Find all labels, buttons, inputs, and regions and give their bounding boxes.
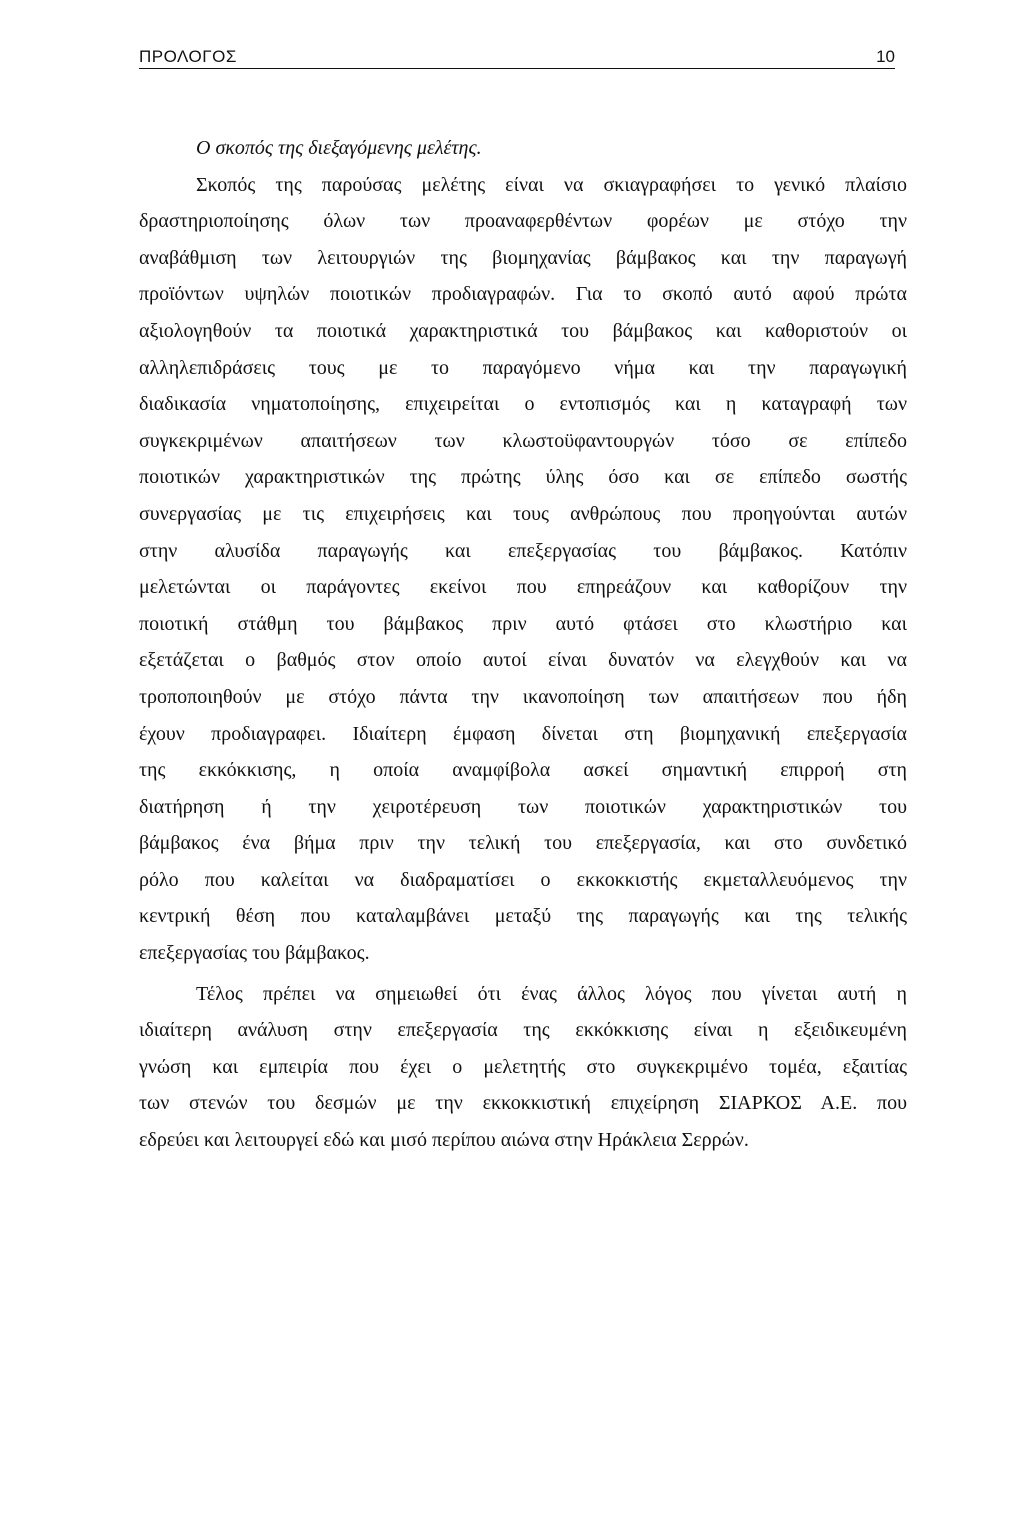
text-line: συγκεκριμένων απαιτήσεων των κλωστοϋφαντουργών τόσο σε επίπεδο (139, 429, 907, 452)
text-line: μελετώνται οι παράγοντες εκείνοι που επηρεάζουν και καθορίζουν την (139, 576, 907, 599)
text-line: εξετάζεται ο βαθμός στον οποίο αυτοί είναι δυνατόν να ελεγχθούν και να (139, 649, 907, 672)
text-line: διαδικασία νηματοποίησης, επιχειρείται ο εντοπισμός και η καταγραφή των (139, 393, 907, 416)
text-line: επεξεργασίας του βάμβακος. (139, 942, 370, 965)
text-line: κεντρική θέση που καταλαμβάνει μεταξύ της παραγωγής και της τελικής (139, 905, 907, 928)
text-line: δραστηριοποίησης όλων των προαναφερθέντων φορέων με στόχο την (139, 210, 907, 233)
text-line: Σκοπός της παρούσας μελέτης είναι να σκιαγραφήσει το γενικό πλαίσιο (196, 173, 907, 196)
running-header (139, 46, 895, 69)
text-line: της εκκόκκισης, η οποία αναμφίβολα ασκεί σημαντική επιρροή στη (139, 759, 907, 782)
text-line: ποιοτική στάθμη του βάμβακος πριν αυτό φτάσει στο κλωστήριο και (139, 612, 907, 635)
text-line: ιδιαίτερη ανάλυση στην επεξεργασία της εκκόκκισης είναι η εξειδικευμένη (139, 1019, 907, 1042)
text-line: συνεργασίας με τις επιχειρήσεις και τους ανθρώπους που προηγούνται αυτών (139, 502, 907, 525)
section-title: Ο σκοπός της διεξαγόμενης μελέτης. (196, 137, 482, 159)
text-line: αξιολογηθούν τα ποιοτικά χαρακτηριστικά του βάμβακος και καθοριστούν οι (139, 319, 907, 342)
text-line: ρόλο που καλείται να διαδραματίσει ο εκκοκκιστής εκμεταλλευόμενος την (139, 868, 907, 891)
chapter-title: ΠΡΟΛΟΓΟΣ (139, 47, 237, 66)
text-line: τροποποιηθούν με στόχο πάντα την ικανοποίηση των απαιτήσεων που ήδη (139, 685, 907, 708)
text-line: των στενών του δεσμών με την εκκοκκιστική επιχείρηση ΣΙΑΡΚΟΣ Α.Ε. που (139, 1092, 907, 1115)
text-line: έχουν προδιαγραφει. Ιδιαίτερη έμφαση δίνεται στη βιομηχανική επεξεργασία (139, 722, 907, 745)
text-line: ποιοτικών χαρακτηριστικών της πρώτης ύλης όσο και σε επίπεδο σωστής (139, 466, 907, 489)
paragraph-1 (139, 167, 907, 972)
text-line: στην αλυσίδα παραγωγής και επεξεργασίας του βάμβακος. Κατόπιν (139, 539, 907, 562)
text-line: διατήρηση ή την χειροτέρευση των ποιοτικών χαρακτηριστικών του (139, 795, 907, 818)
text-line: Τέλος πρέπει να σημειωθεί ότι ένας άλλος λόγος που γίνεται αυτή η (196, 982, 907, 1005)
page-number: 10 (876, 47, 895, 66)
text-line: γνώση και εμπειρία που έχει ο μελετητής στο συγκεκριμένο τομέα, εξαιτίας (139, 1055, 907, 1078)
text-line: εδρεύει και λειτουργεί εδώ και μισό περίπου αιώνα στην Ηράκλεια Σερρών. (139, 1129, 749, 1152)
text-line: αλληλεπιδράσεις τους με το παραγόμενο νήμα και την παραγωγική (139, 356, 907, 379)
text-line: προϊόντων υψηλών ποιοτικών προδιαγραφών. Για το σκοπό αυτό αφού πρώτα (139, 283, 907, 306)
text-line: αναβάθμιση των λειτουργιών της βιομηχανίας βάμβακος και την παραγωγή (139, 246, 907, 269)
text-line: βάμβακος ένα βήμα πριν την τελική του επεξεργασία, και στο συνδετικό (139, 832, 907, 855)
body-text (139, 130, 907, 1159)
paragraph-2 (139, 976, 907, 1159)
